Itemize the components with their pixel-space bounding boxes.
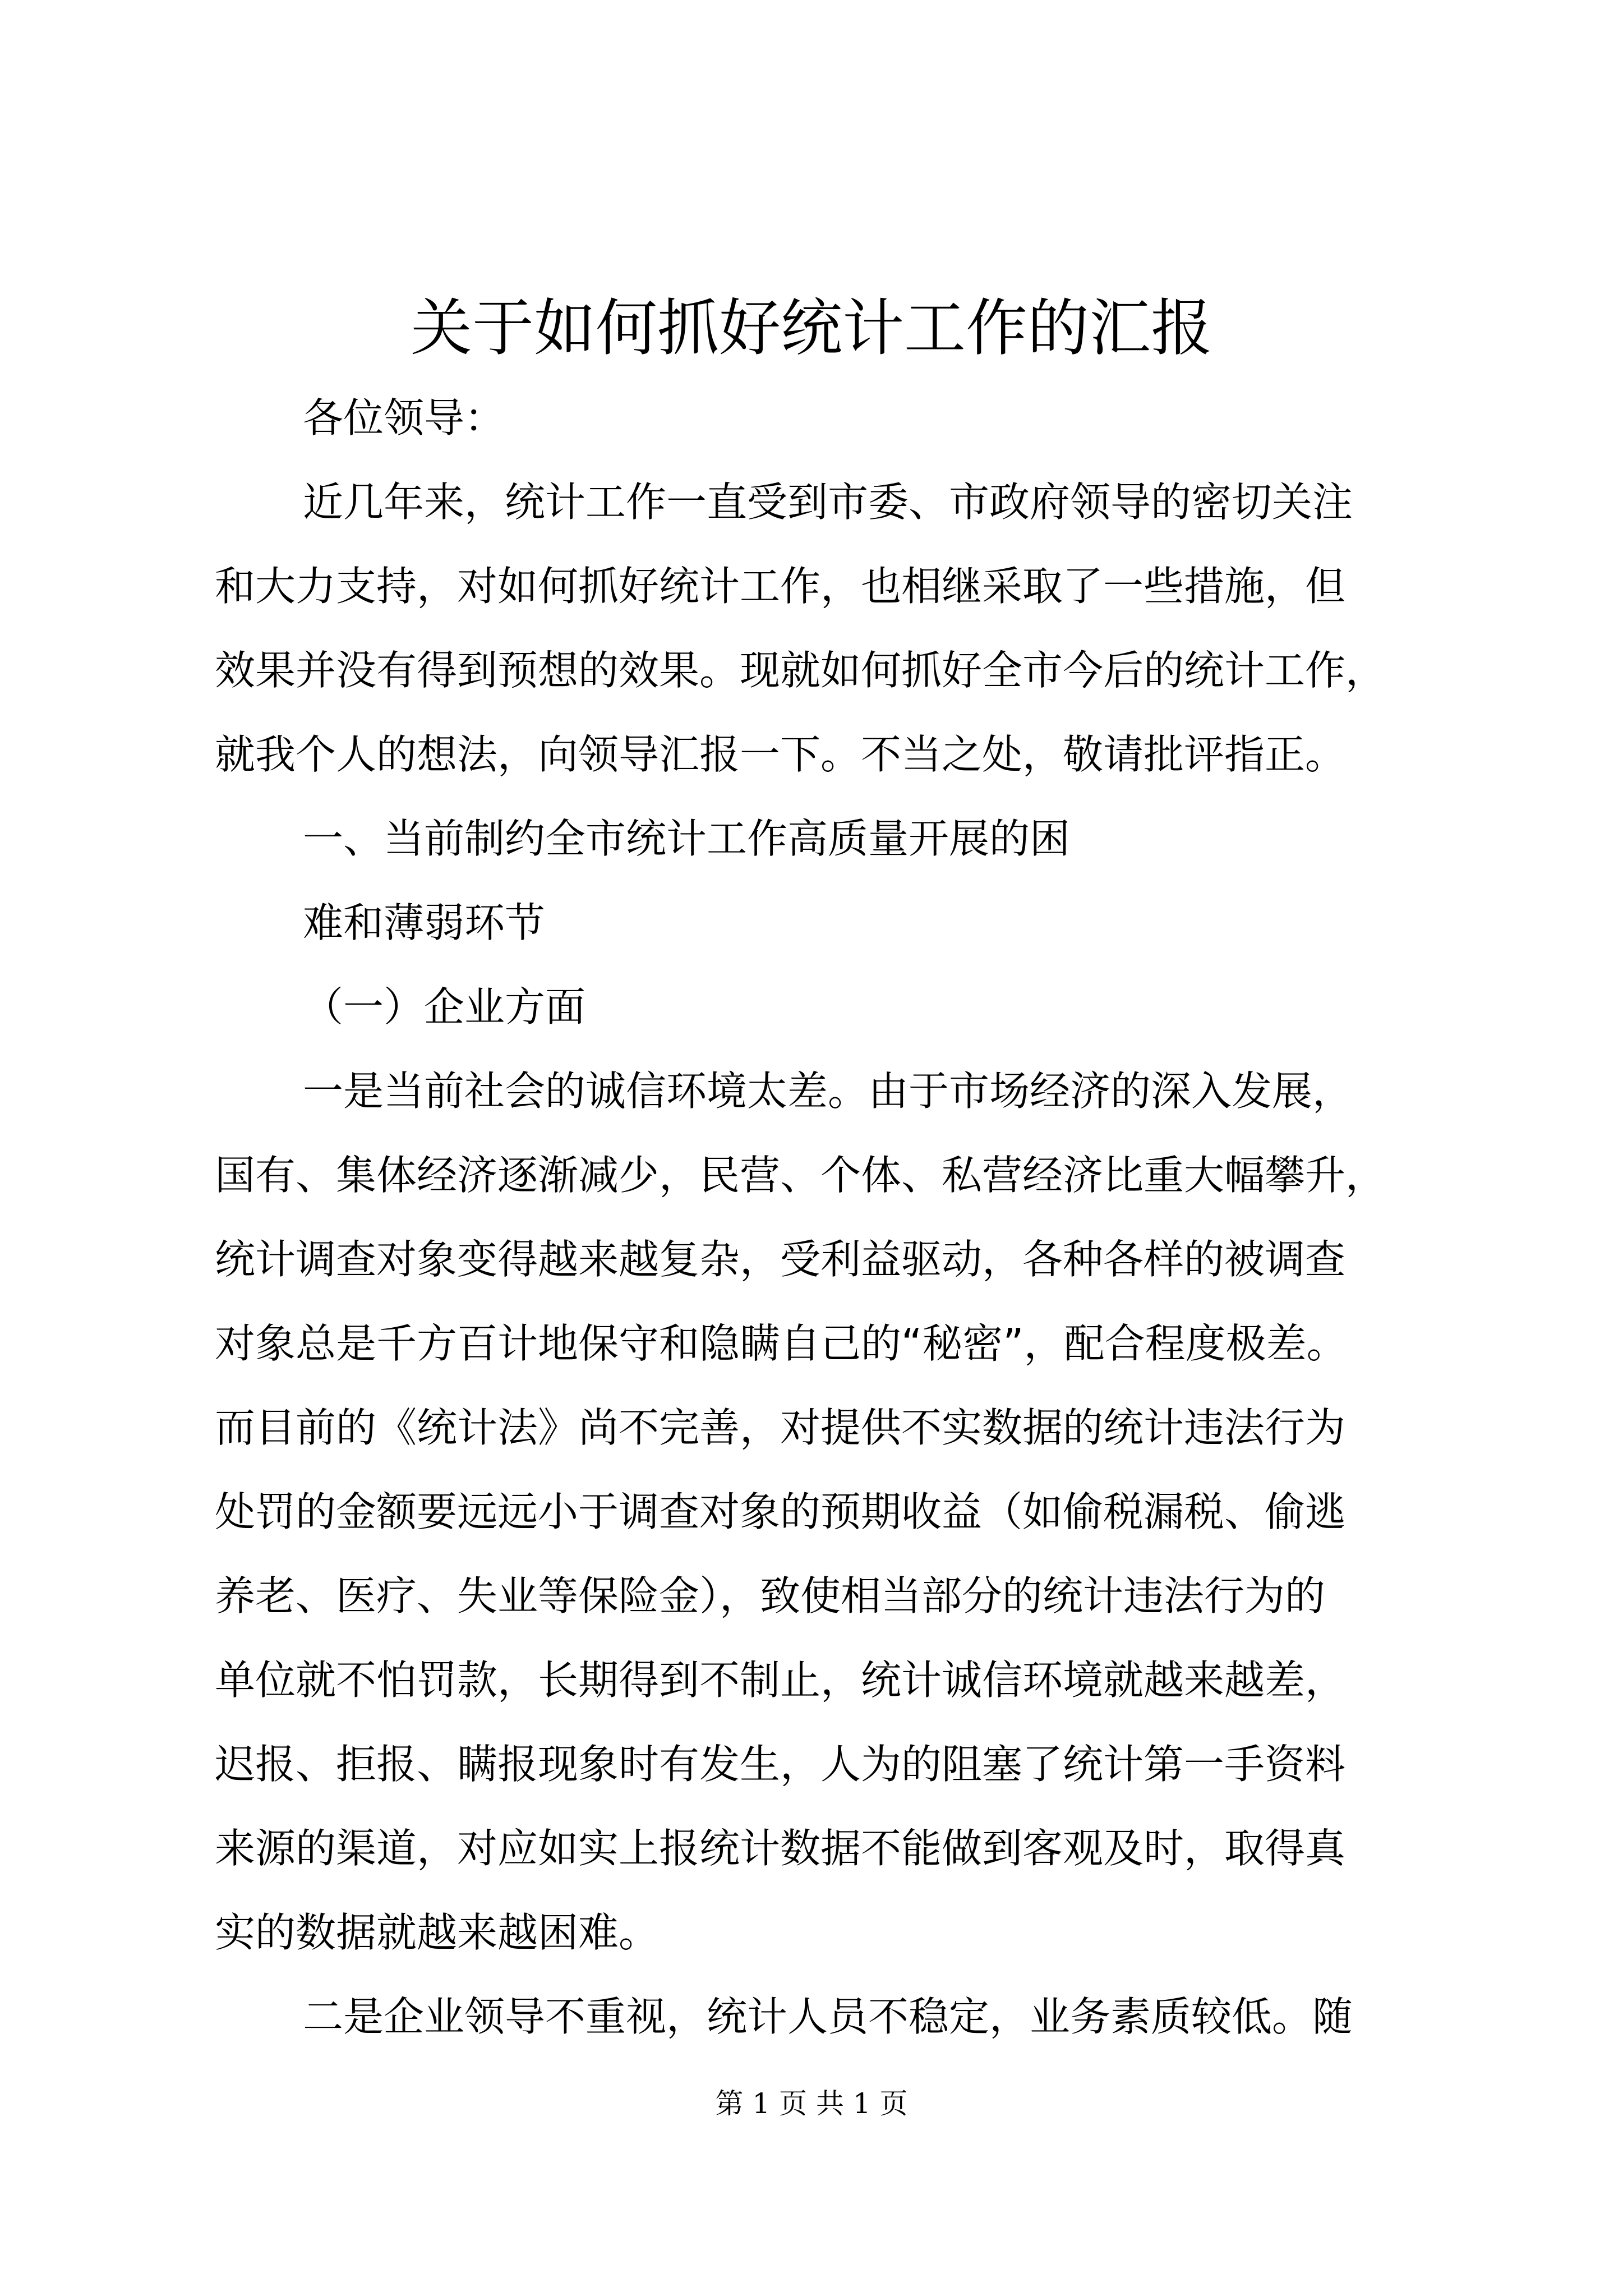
paragraph-line: 处罚的金额要远远小于调查对象的预期收益（如偷税漏税、偷逃: [215, 1488, 1346, 1535]
subsection-heading: （一）企业方面: [303, 983, 586, 1030]
section-heading: 一、当前制约全市统计工作高质量开展的困: [303, 815, 1071, 862]
paragraph-line: 对象总是千方百计地保守和隐瞒自己的“秘密”，配合程度极差。: [215, 1320, 1347, 1367]
section-heading-continued: 难和薄弱环节: [303, 899, 546, 946]
paragraph-line: 二是企业领导不重视，统计人员不稳定，业务素质较低。随: [303, 1993, 1353, 2040]
paragraph-line: 一是当前社会的诚信环境太差。由于市场经济的深入发展，: [303, 1068, 1353, 1115]
paragraph-line: 而目前的《统计法》尚不完善，对提供不实数据的统计违法行为: [215, 1404, 1346, 1451]
paragraph-line: 实的数据就越来越困难。: [215, 1909, 660, 1956]
paragraph-line: 迟报、拒报、瞒报现象时有发生，人为的阻塞了统计第一手资料: [215, 1741, 1346, 1788]
paragraph-line: 就我个人的想法，向领导汇报一下。不当之处，敬请批评指正。: [215, 731, 1346, 778]
paragraph-line: 近几年来，统计工作一直受到市委、市政府领导的密切关注: [303, 478, 1353, 526]
paragraph-line: 养老、医疗、失业等保险金），致使相当部分的统计违法行为的: [215, 1572, 1326, 1619]
page-footer: 第 1 页 共 1 页: [715, 2087, 908, 2120]
salutation: 各位领导：: [303, 394, 505, 441]
document-title: 关于如何抓好统计工作的汇报: [411, 292, 1212, 364]
paragraph-line: 统计调查对象变得越来越复杂，受利益驱动，各种各样的被调查: [215, 1236, 1346, 1283]
paragraph-line: 单位就不怕罚款，长期得到不制止，统计诚信环境就越来越差，: [215, 1657, 1346, 1704]
paragraph-line: 效果并没有得到预想的效果。现就如何抓好全市今后的统计工作，: [215, 647, 1386, 694]
paragraph-line: 和大力支持，对如何抓好统计工作，也相继采取了一些措施，但: [215, 563, 1346, 610]
paragraph-line: 国有、集体经济逐渐减少，民营、个体、私营经济比重大幅攀升，: [215, 1152, 1386, 1199]
paragraph-line: 来源的渠道，对应如实上报统计数据不能做到客观及时，取得真: [215, 1825, 1346, 1872]
